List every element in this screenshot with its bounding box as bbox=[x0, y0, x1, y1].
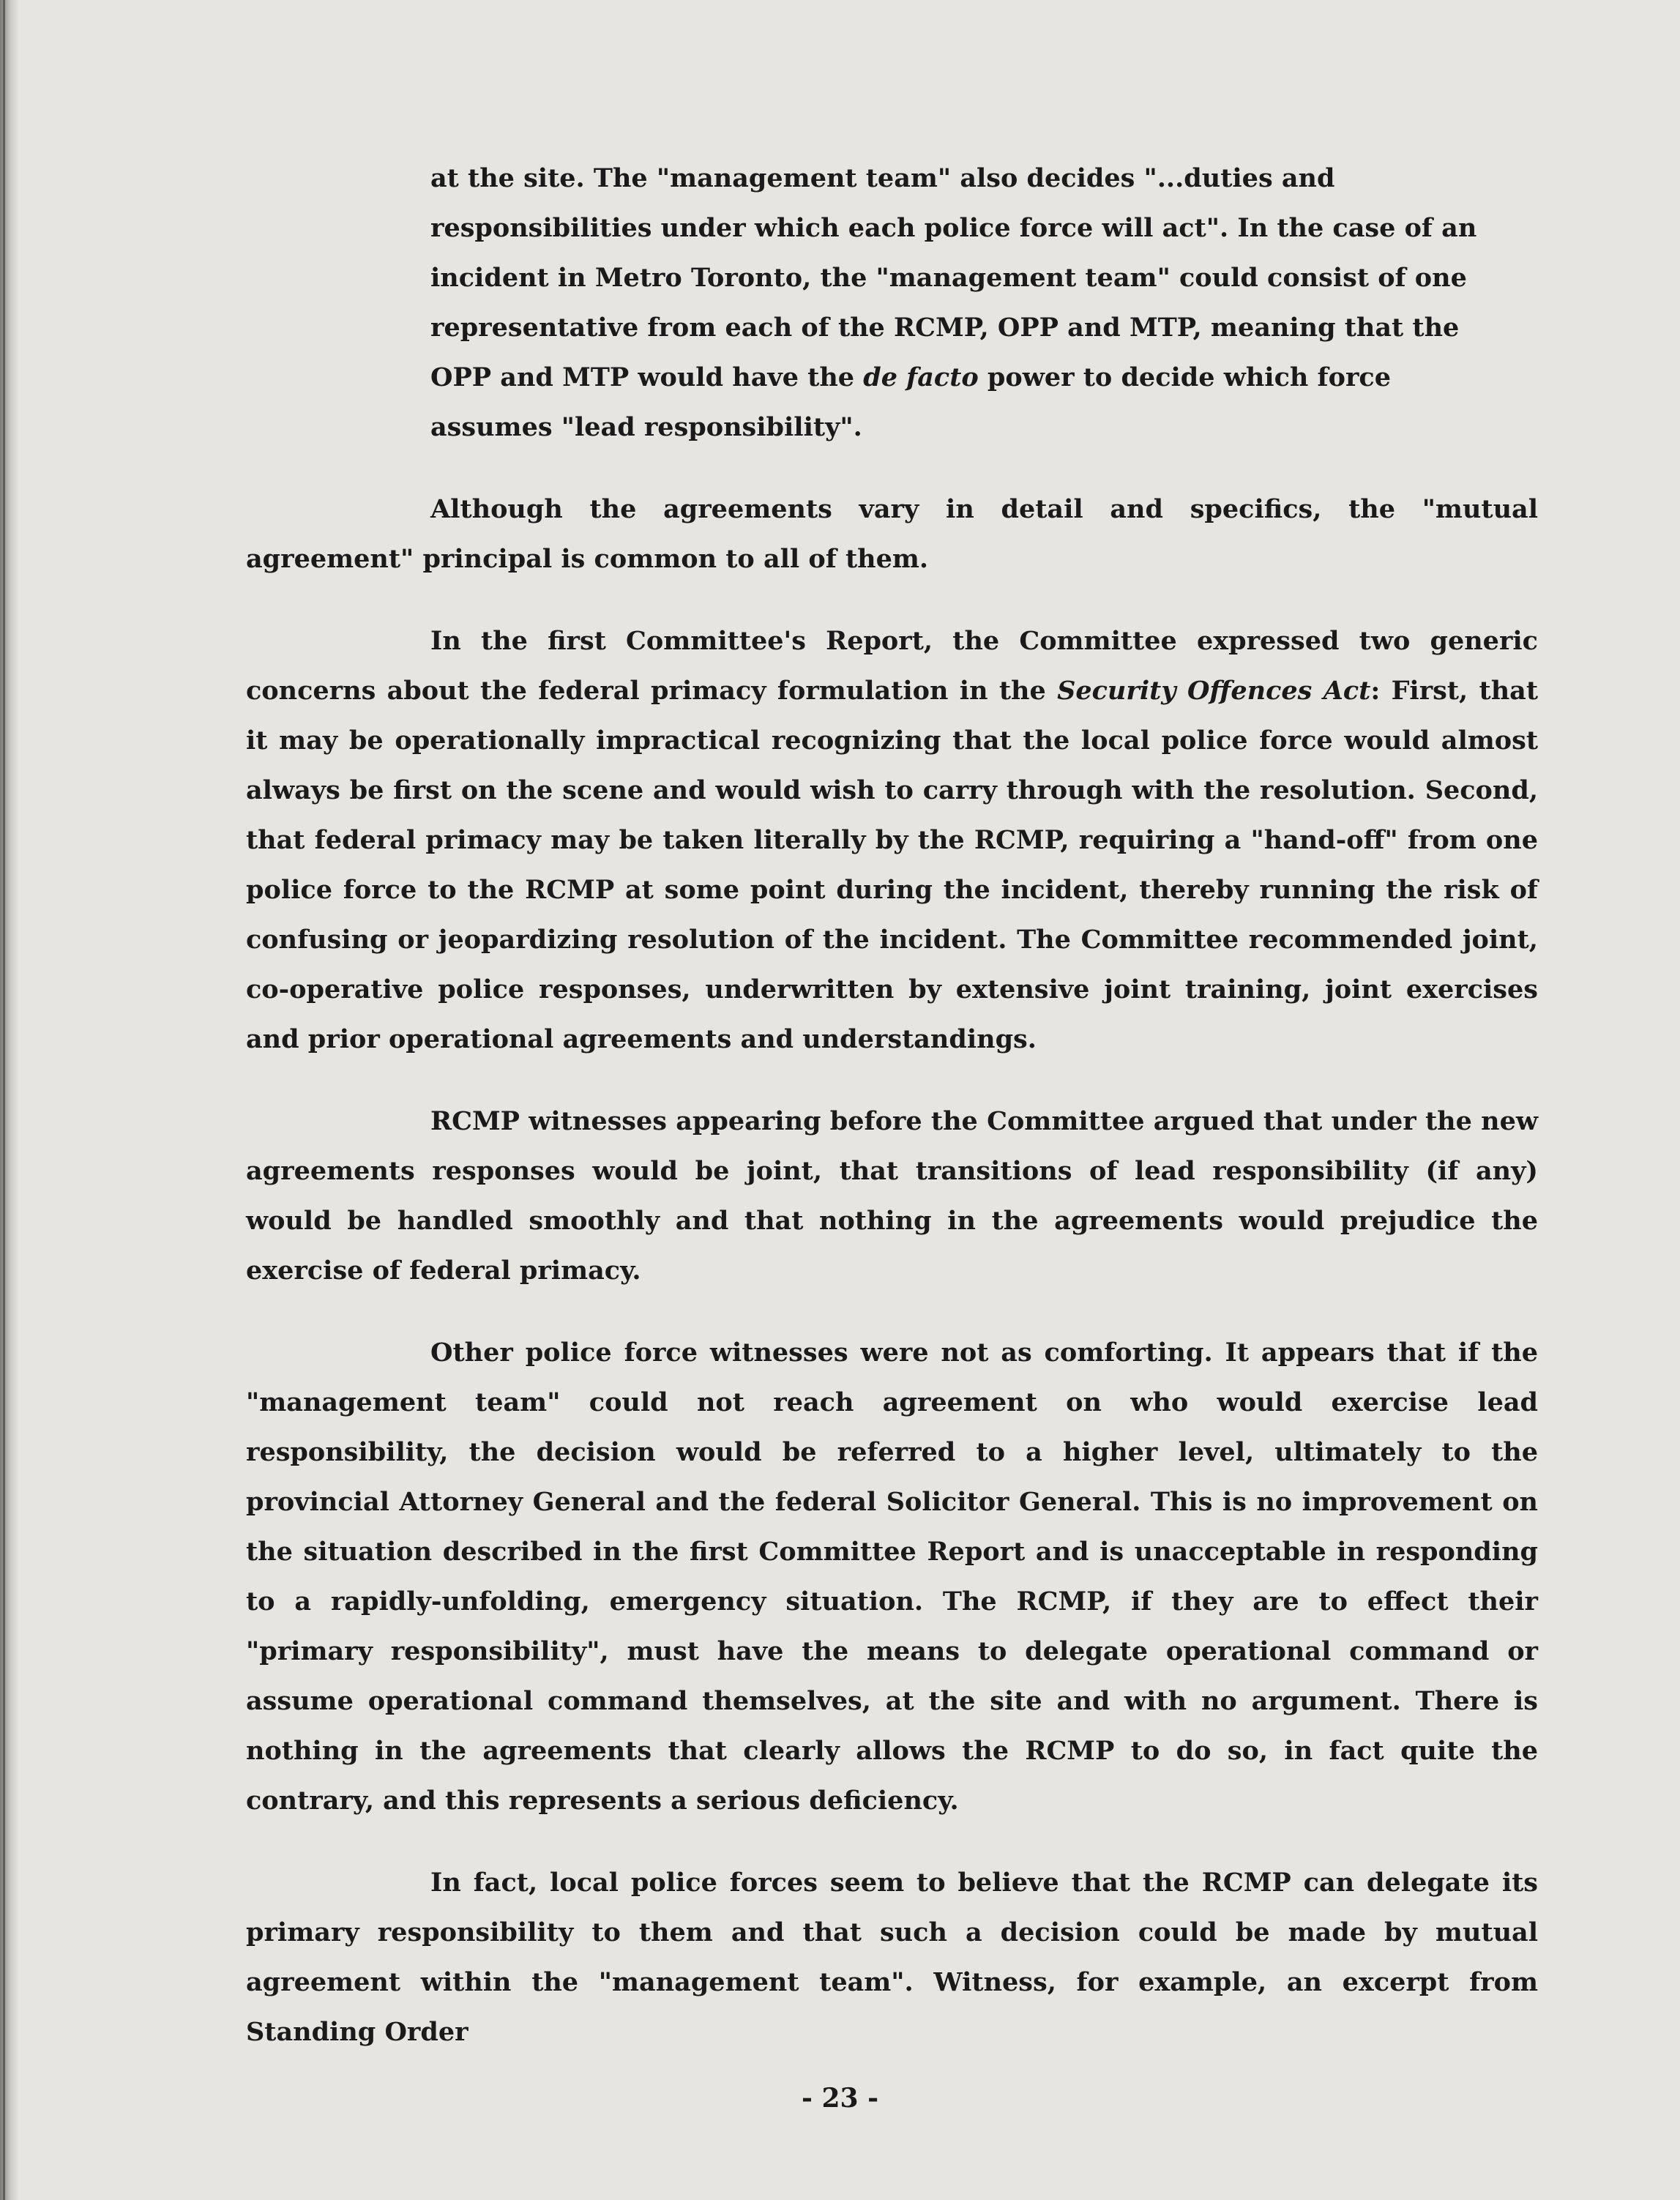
paragraph-rcmp-witnesses: RCMP witnesses appearing before the Committee argued that under the new agreements responses would be joint, that transitions of lead responsibility (if any) would be handled smoothly and that nothing in the agreements would prejudice the exercise of federal primacy. bbox=[246, 1106, 1538, 1286]
document-body bbox=[246, 154, 1538, 2057]
paragraph-mutual-agreement: Although the agreements vary in detail and specifics, the "mutual agreement" principal is common to all of them. bbox=[246, 494, 1538, 574]
paragraph-first-report-concerns: In the first Committee's Report, the Committee expressed two generic concerns about the federal primacy formulation in the Security Offences Act: First, that it may be operationally impractical recognizing that the local police force would almost always be first on the scene and would wish to carry through with the resolution. Second, that federal primacy may be taken literally by the RCMP, requiring a "hand-off" from one police force to the RCMP at some point during the incident, thereby running the risk of confusing or jeopardizing resolution of the incident. The Committee recommended joint, co-operative police responses, underwritten by extensive joint training, joint exercises and prior operational agreements and understandings. bbox=[246, 626, 1539, 1054]
paragraph-local-police-delegation: In fact, local police forces seem to believe that the RCMP can delegate its primary responsibility to them and that such a decision could be made by mutual agreement within the "management team". Witness, for example, an excerpt from Standing Order bbox=[246, 1868, 1538, 2047]
page-binding-line bbox=[3, 0, 5, 2200]
page-number: - 23 - bbox=[801, 2083, 879, 2114]
quote-continuation: at the site. The "management team" also decides "...duties and responsibilities under which each police force will act". In the case of an incident in Metro Toronto, the "management team" could consist of one representative from each of the RCMP, OPP and MTP, meaning that the OPP and MTP would have the de facto power to decide which force assumes "lead responsibility". bbox=[430, 163, 1477, 442]
paragraph-other-witnesses: Other police force witnesses were not as comforting. It appears that if the "management team" could not reach agreement on who would exercise lead responsibility, the decision would be referred to a higher level, ultimately to the provincial Attorney General and the federal Solicitor General. This is no improvement on the situation described in the first Committee Report and is unacceptable in responding to a rapidly-unfolding, emergency situation. The RCMP, if they are to effect their "primary responsibility", must have the means to delegate operational command or assume operational command themselves, at the site and with no argument. There is nothing in the agreements that clearly allows the RCMP to do so, in fact quite the contrary, and this represents a serious deficiency. bbox=[246, 1338, 1538, 1816]
